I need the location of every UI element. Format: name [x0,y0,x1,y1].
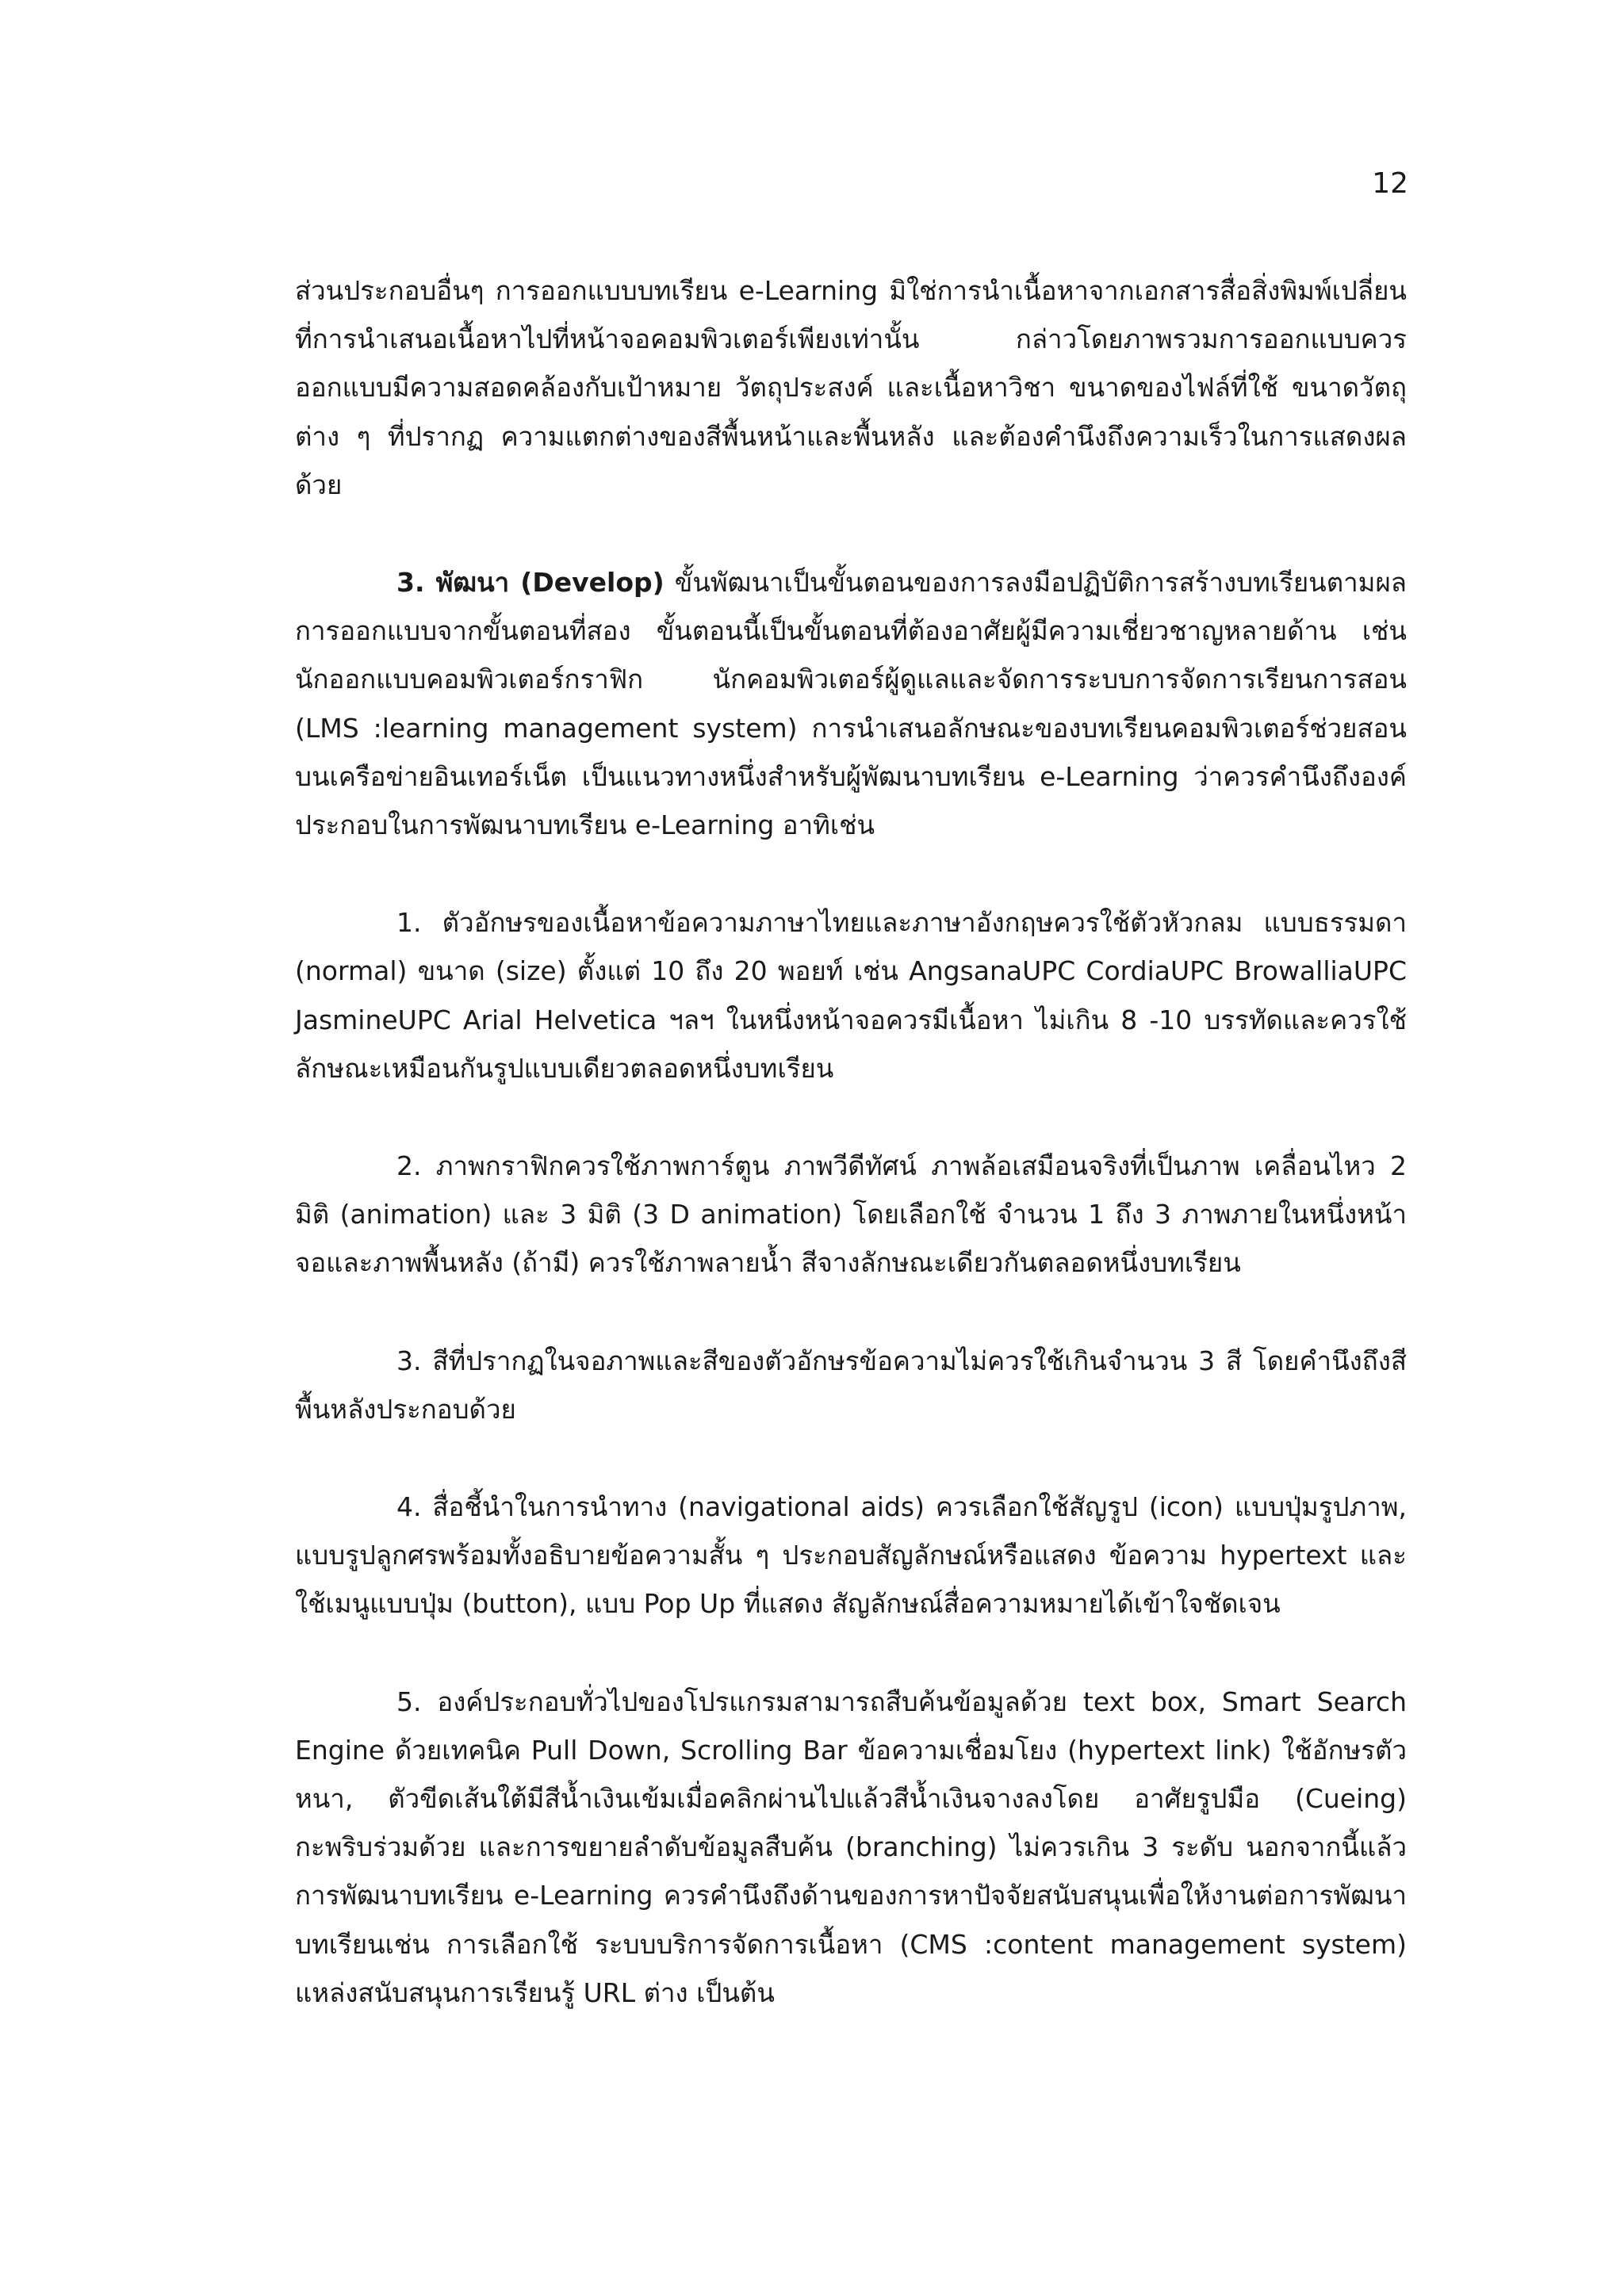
paragraph-item-1-fonts: 1. ตัวอักษรของเนื้อหาข้อความภาษาไทยและภาษาอังกฤษควรใช้ตัวหัวกลม แบบธรรมดา (normal) ขนาด (size) ตั้งแต่ 10 ถึง 20 พอยท์ เช่น AngsanaUPC CordiaUPC BrowalliaUPC JasmineUPC Arial Helvetica ฯลฯ ในหนึ่งหน้าจอควรมีเนื้อหา ไม่เกิน 8 -10 บรรทัดและควรใช้ลักษณะเหมือนกันรูปแบบเดียวตลอดหนึ่งบทเรียน [295,907,1407,1084]
develop-step-heading: 3. พัฒนา (Develop) [396,567,665,599]
paragraph-develop-step [295,558,1407,849]
document-body [295,266,1407,2017]
page-number: 12 [1372,167,1408,200]
paragraph-item-5-search: 5. องค์ประกอบทั่วไปของโปรแกรมสามารถสืบค้นข้อมูลด้วย text box, Smart Search Engine ด้วยเทคนิค Pull Down, Scrolling Bar ข้อความเชื่อมโยง (hypertext link) ใช้อักษรตัวหนา, ตัวขีดเส้นใต้มีสีน้ำเงินเข้มเมื่อคลิกผ่านไปแล้วสีน้ำเงินจางลงโดย อาศัยรูปมือ (Cueing) กะพริบร่วมด้วย และการขยายลำดับข้อมูลสืบค้น (branching) ไม่ควรเกิน 3 ระดับ นอกจากนี้แล้ว การพัฒนาบทเรียน e-Learning ควรคำนึงถึงด้านของการหาปัจจัยสนับสนุนเพื่อให้งานต่อการพัฒนาบทเรียนเช่น การเลือกใช้ ระบบบริการจัดการเนื้อหา (CMS :content management system) แหล่งสนับสนุนการเรียนรู้ URL ต่าง เป็นต้น [295,1686,1407,2008]
paragraph-item-3-colors: 3. สีที่ปรากฏในจอภาพและสีของตัวอักษรข้อความไม่ควรใช้เกินจำนวน 3 สี โดยคำนึงถึงสีพื้นหลังประกอบด้วย [295,1345,1407,1425]
paragraph-item-2-graphics: 2. ภาพกราฟิกควรใช้ภาพการ์ตูน ภาพวีดีทัศน์ ภาพล้อเสมือนจริงที่เป็นภาพ เคลื่อนไหว 2 มิติ (animation) และ 3 มิติ (3 D animation) โดยเลือกใช้ จำนวน 1 ถึง 3 ภาพภายในหนึ่งหน้าจอและภาพพื้นหลัง (ถ้ามี) ควรใช้ภาพลายน้ำ สีจางลักษณะเดียวกันตลอดหนึ่งบทเรียน [295,1150,1407,1279]
paragraph-design-continuation: ส่วนประกอบอื่นๆ การออกแบบบทเรียน e-Learning มิใช่การนำเนื้อหาจากเอกสารสื่อสิ่งพิมพ์เปลี่ยนที่การนำเสนอเนื้อหาไปที่หน้าจอคอมพิวเตอร์เพียงเท่านั้น กล่าวโดยภาพรวมการออกแบบควรออกแบบมีความสอดคล้องกับเป้าหมาย วัตถุประสงค์ และเนื้อหาวิชา ขนาดของไฟล์ที่ใช้ ขนาดวัตถุต่าง ๆ ที่ปรากฏ ความแตกต่างของสีพื้นหน้าและพื้นหลัง และต้องคำนึงถึงความเร็วในการแสดงผลด้วย [295,275,1407,500]
develop-step-text: ขั้นพัฒนาเป็นขั้นตอนของการลงมือปฏิบัติการสร้างบทเรียนตามผลการออกแบบจากขั้นตอนที่สอง ขั้นตอนนี้เป็นขั้นตอนที่ต้องอาศัยผู้มีความเชี่ยวชาญหลายด้าน เช่น นักออกแบบคอมพิวเตอร์กราฟิก นักคอมพิวเตอร์ผู้ดูแลและจัดการระบบการจัดการเรียนการสอน (LMS :learning management system) การนำเสนอลักษณะของบทเรียนคอมพิวเตอร์ช่วยสอนบนเครือข่ายอินเทอร์เน็ต เป็นแนวทางหนึ่งสำหรับผู้พัฒนาบทเรียน e-Learning ว่าควรคำนึงถึงองค์ประกอบในการพัฒนาบทเรียน e-Learning อาทิเช่น [295,567,1407,841]
paragraph-item-4-navigation: 4. สื่อชี้นำในการนำทาง (navigational aids) ควรเลือกใช้สัญรูป (icon) แบบปุ่มรูปภาพ, แบบรูปลูกศรพร้อมทั้งอธิบายข้อความสั้น ๆ ประกอบสัญลักษณ์หรือแสดง ข้อความ hypertext และใช้เมนูแบบปุ่ม (button), แบบ Pop Up ที่แสดง สัญลักษณ์สื่อความหมายได้เข้าใจชัดเจน [295,1491,1407,1620]
